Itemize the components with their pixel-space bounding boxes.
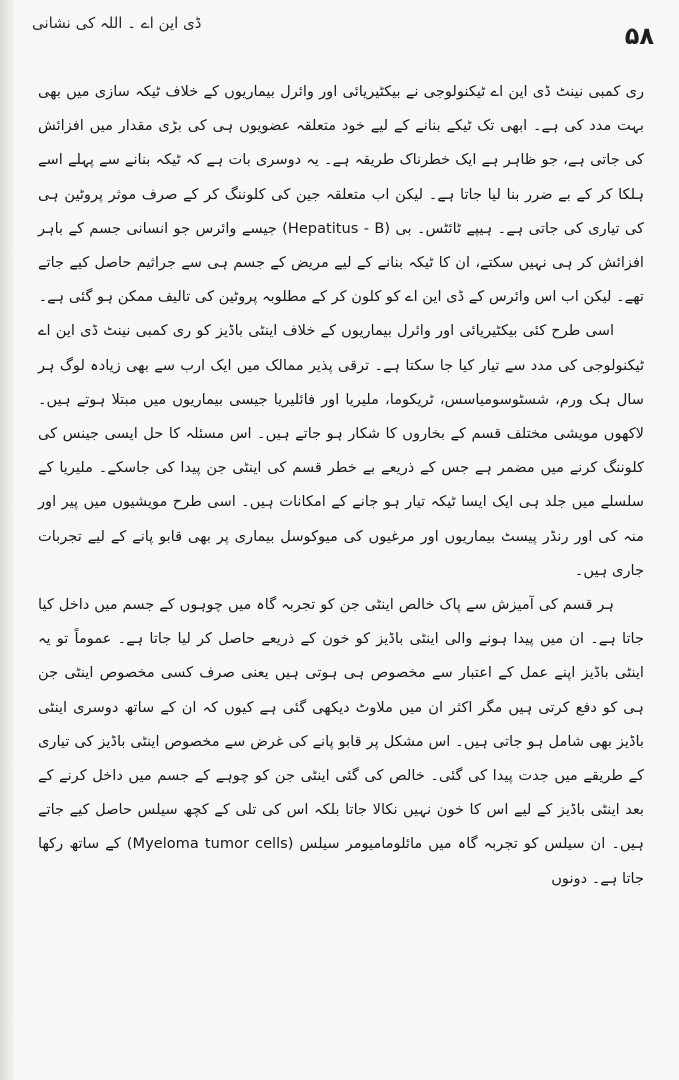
paragraph-monoclonal-antibodies: ہر قسم کی آمیزش سے پاک خالص اینٹی جن کو تجربہ گاہ میں چوہوں کے جسم میں داخل کیا جاتا ہے۔ ان میں پیدا ہونے والی اینٹی باڈیز کو خون کے ذریعے حاصل کر لیا جاتا ہے۔ عموماً تو یہ اینٹی باڈیز اپنے عمل کے اعتبار سے مخصوص ہی ہوتی ہیں یعنی صرف کسی مخصوص اینٹی جن ہی کو دفع کرتی ہیں مگر اکثر ان میں ملاوٹ دیکھی گئی ہے کیوں کہ ان کے ساتھ دوسری اینٹی باڈیز بھی شامل ہو جاتی ہیں۔ اس مشکل پر قابو پانے کی غرض سے مخصوص اینٹی باڈیز کی تیاری کے طریقے میں جدت پیدا کی گئی۔ خالص کی گئی اینٹی جن کو چوہے کے جسم میں داخل کرنے کے بعد اینٹی باڈیز کے لیے اس کا خون نہیں نکالا جاتا بلکہ اس کی تلی کے کچھ سیلس حاصل کیے جاتے ہیں۔ ان سیلس کو تجربہ گاہ میں مائلومامیومر سیلس (Myeloma tumor cells) کے ساتھ رکھا جاتا ہے۔ دونوں	[38, 596, 644, 887]
page-header	[24, 10, 654, 48]
running-title: ڈی این اے ۔ اللہ کی نشانی	[32, 14, 202, 32]
paragraph-antibodies-diseases: اسی طرح کئی بیکٹیریائی اور وائرل بیماریوں کے خلاف اینٹی باڈیز کو ری کمبی نینٹ ڈی این اے ٹیکنولوجی کی مدد سے تیار کیا جا سکتا ہے۔ ترقی پذیر ممالک میں ایک ارب سے بھی زیادہ لوگ ہر سال ہک ورم، شسٹوسومیاسس، ٹریکوما، ملیریا اور فائلیریا جیسی بیماریوں میں مبتلا ہوتے ہیں۔ لاکھوں مویشی مختلف قسم کے بخاروں کا شکار ہو جاتے ہیں۔ اس مسئلہ کا حل ایسی جینس کی کلوننگ کرنے میں مضمر ہے جس کے ذریعے بے خطر قسم کی اینٹی جن پیدا کی جاسکے۔ ملیریا کے سلسلے میں جلد ہی ایک ایسا ٹیکہ تیار ہو جانے کے امکانات ہیں۔ اسی طرح مویشیوں میں پیر اور منہ کی اور رنڈر پیسٹ بیماریوں اور مرغیوں کی میوکوسل بیماری پر بھی قابو پانے کے لیے تجربات جاری ہیں۔	[38, 322, 644, 579]
paragraph-recombinant-vaccines: ری کمبی نینٹ ڈی این اے ٹیکنولوجی نے بیکٹیریائی اور وائرل بیماریوں کے خلاف ٹیکہ سازی میں بھی بہت مدد کی ہے۔ ابھی تک ٹیکے بنانے کے لیے خود متعلقہ عضویوں ہی کی بڑی مقدار میں افزائش کی جاتی ہے، جو ظاہر ہے ایک خطرناک طریقہ ہے۔ یہ دوسری بات ہے کہ ٹیکہ بنانے سے پہلے اسے ہلکا کر کے بے ضرر بنا لیا جاتا ہے۔ لیکن اب متعلقہ جین کی کلوننگ کر کے صرف موثر پروٹین ہی کی تیاری کی جاتی ہے۔ ہیپے ٹائٹس۔ بی (Hepatitus - B) جیسے وائرس جو انسانی جسم کے باہر افزائش کر ہی نہیں سکتے، ان کا ٹیکہ بنانے کے لیے مریض کے جسم ہی سے جراثیم حاصل کیے جاتے تھے۔ لیکن اب اس وائرس کے ڈی این اے کو کلون کر کے مطلوبہ پروٹین کی تالیف ممکن ہو گئی ہے۔	[38, 83, 644, 306]
binding-shadow	[0, 0, 14, 1080]
page-body	[38, 75, 644, 1065]
page-number: ۵۸	[624, 22, 654, 50]
